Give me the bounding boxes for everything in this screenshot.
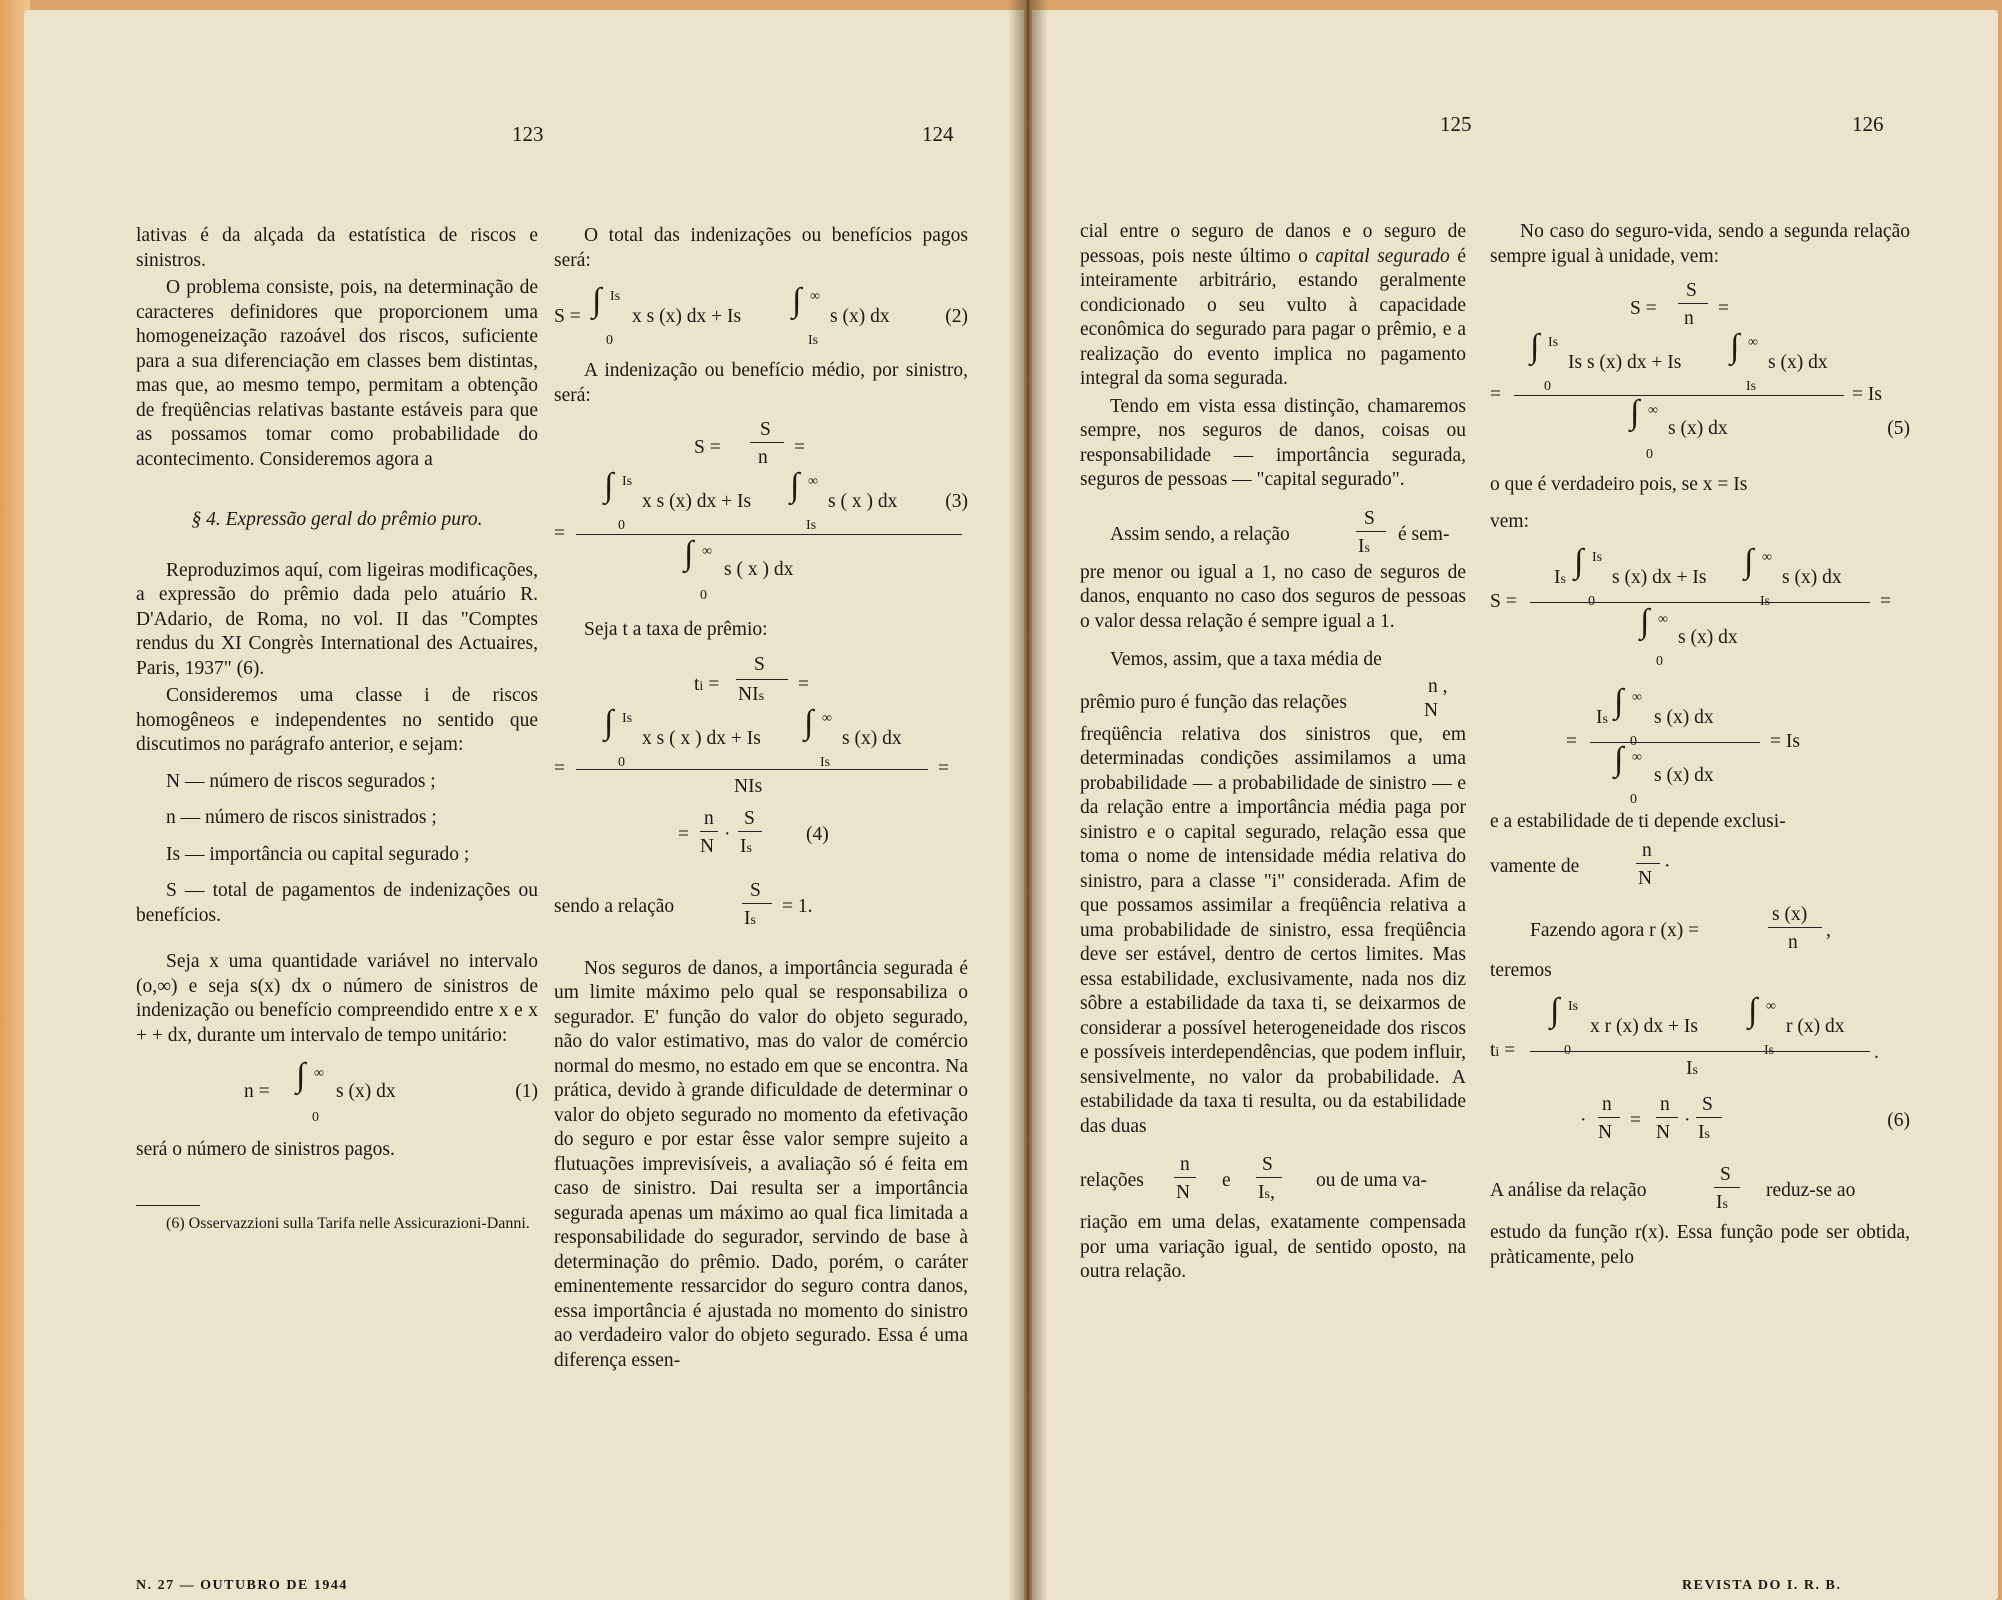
fraction-bar [1256,1177,1282,1178]
equation-1 [136,1058,538,1128]
eq-den: s ( x ) dx [724,559,794,580]
fraction-bar [1598,1117,1620,1118]
integral-sign: ∫ [1614,683,1624,720]
frac-num: S [744,807,755,829]
limit-lower: 0 [700,588,707,603]
equals: = [1880,591,1891,612]
limit-lower: Is [806,518,817,533]
equals: = [1566,731,1577,752]
paragraph: No caso do seguro-vida, sendo a segunda relação sempre igual à unidade, vem: [1490,221,1910,267]
integral-sign: ∫ [604,467,614,504]
equation-number: (4) [806,823,829,845]
frac-den: N [1638,867,1653,889]
coefficient: Is [1596,707,1608,728]
equation-2 [554,283,968,349]
integral-sign: ∫ [1574,543,1584,580]
eq-body: s (x) dx [336,1081,396,1102]
equals: = [1630,1110,1641,1131]
text-run: cial entre o seguro de danos e o seguro de pessoas, pois neste último o [1080,221,1466,267]
equals: = [798,673,809,695]
fraction-bar [1174,1177,1196,1178]
frac-num: n [1180,1154,1190,1175]
eq-num-tail: s (x) dx [1768,352,1828,373]
limit-lower: 0 [312,1110,319,1125]
relation-line [1080,1153,1466,1207]
frac-num: S [1702,1094,1713,1115]
paragraph: estudo da função r(x). Essa função pode ser obtida, pràticamente, pelo [1490,1222,1910,1268]
column-124 [554,224,968,1373]
footnote: (6) Osservazzioni sulla Tarifa nelle Assicurazioni-Danni. [166,1214,530,1232]
integral-sign: ∫ [1748,992,1758,1029]
left-page [24,10,1024,1600]
equation-number: (2) [945,306,968,327]
limit-lower: 0 [1656,654,1663,669]
limit-upper: ∞ [1762,550,1772,565]
limit-lower: 0 [1544,379,1551,394]
inline-text: A análise da relação [1490,1180,1647,1201]
limit-upper: Is [622,474,633,489]
limit-upper: Is [622,710,633,726]
dot: · [1684,1110,1691,1131]
integral-sign: ∫ [296,1057,306,1094]
coefficient: Is [1554,567,1566,588]
equation-3 [554,418,968,608]
fraction-bar [1514,395,1844,396]
inline-text: Fazendo agora r (x) = [1530,919,1700,941]
eq-num: s (x) dx [1654,707,1714,728]
relation-line [1080,507,1466,557]
dot: · [1580,1110,1587,1131]
equation-stability [1490,543,1910,807]
frac-num: S [1262,1154,1273,1175]
limit-lower: Is [808,333,819,348]
dot: · [724,823,731,845]
frac-den: Is [1716,1192,1728,1213]
frac-num: S [750,879,761,901]
frac-den: NIs [738,683,765,705]
book-gutter [1008,0,1048,1600]
eq-den: s (x) dx [1654,765,1714,786]
limit-lower: 0 [1588,594,1595,609]
relation-line [1080,675,1466,723]
fraction-bar [1530,1051,1870,1052]
limit-upper: ∞ [1648,403,1658,418]
eq-num-tail: s (x) dx [1782,567,1842,588]
eq-lhs: ti = [694,673,720,695]
page-number-126: 126 [1852,112,1884,136]
limit-upper: Is [610,289,621,304]
limit-upper: ∞ [1766,999,1776,1014]
frac-num: n [704,807,714,829]
limit-upper: ∞ [810,289,820,304]
frac-den: n [758,447,768,468]
relation-line [1490,903,1910,955]
paragraph: A indenização ou benefício médio, por sinistro, será: [554,360,968,406]
fraction-bar [1768,927,1822,928]
limit-lower: Is [820,754,831,770]
eq-lhs: ti = [1490,1040,1516,1061]
frac-den: N [700,835,715,857]
integral-sign: ∫ [1630,394,1640,431]
integral-sign: ∫ [592,282,602,319]
fraction-bar [1656,1117,1678,1118]
eq-rhs: = Is [1852,384,1882,405]
relation-line [1490,841,1910,889]
fraction-bar [750,442,784,443]
frac-num: S [1364,507,1375,529]
paragraph: e a estabilidade de ti depende exclusi- [1490,811,1786,832]
fraction-bar [576,769,928,770]
fraction-bar [736,679,788,680]
fraction-bar [1530,602,1870,603]
inline-text: relações [1080,1170,1144,1191]
frac-num: S [760,419,771,440]
eq-num: s (x) dx + Is [1612,567,1707,588]
definition-item: N — número de riscos segurados ; [166,770,436,792]
frac-num: S [754,653,765,675]
equation-4 [554,653,968,869]
equation-6 [1490,993,1910,1143]
equals: = [794,437,805,458]
frac-num: n [1602,1094,1612,1115]
equals: = [938,757,949,779]
equation-number: (5) [1887,418,1910,439]
equation-number: (3) [945,491,968,512]
frac-den: n [1788,931,1798,953]
paragraph: o que é verdadeiro pois, se x = Is [1490,474,1748,495]
relation-line [1490,1163,1910,1217]
equals: = [678,823,689,845]
integral-sign: ∫ [1550,992,1560,1029]
integral-sign: ∫ [1530,328,1540,365]
page-number-124: 124 [922,122,954,146]
paragraph: Vemos, assim, que a taxa média de [1110,649,1382,670]
eq-num: Is s (x) dx + Is [1568,352,1682,373]
equation-number: (6) [1887,1110,1910,1131]
eq-lhs: S = [1630,298,1657,319]
frac-den: N [1656,1122,1671,1143]
frac-den: Is, [1258,1182,1275,1203]
limit-upper: ∞ [1632,750,1642,765]
paragraph: teremos [1490,959,1552,981]
eq-body: x s (x) dx + Is [632,306,742,327]
inline-text: prêmio puro é função das relações [1080,691,1347,713]
limit-lower: Is [1746,379,1757,394]
frac-den: Is [740,835,752,857]
limit-upper: ∞ [1748,335,1758,350]
inline-text: ou de uma va- [1316,1170,1428,1191]
definition-item: Is — importância ou capital segurado ; [166,843,470,865]
inline-text: = 1. [782,895,813,917]
limit-lower: 0 [1630,734,1637,749]
frac-den: n [1684,308,1694,329]
limit-lower: 0 [618,518,625,533]
paragraph: riação em uma delas, exatamente compensada por uma variação igual, de sentido oposto, na outra relação. [1080,1212,1466,1282]
text-run: é inteiramente arbitrário, estando geralmente condicionado o seu vulto à capacidade econômica do segurado para pagar o prêmio, e a realização do evento implica no pagamento integral da soma segurada. [1080,245,1466,389]
limit-upper: ∞ [1632,690,1642,705]
eq-lhs: S = [694,437,721,458]
frac-num: S [1686,280,1697,301]
frac-den: N [1176,1182,1191,1203]
eq-den: NIs [734,775,763,797]
equals: = [554,757,565,779]
integral-sign: ∫ [1614,741,1624,778]
fraction-bar [1696,1117,1722,1118]
right-page [1032,10,1998,1600]
fraction-bar [1678,303,1708,304]
fraction-bar [576,534,962,535]
paragraph: lativas é da alçada da estatística de riscos e sinistros. [136,225,538,271]
limit-lower: Is [1760,594,1771,609]
limit-upper: Is [1548,335,1559,350]
paragraph: Reproduzimos aquí, com ligeiras modificações, a expressão do prêmio dada pelo atuário R. D'Adario, de Roma, no vol. II das "Comptes rendus du XI Congrès International des Actuaires, Paris, 1937" (6). [136,559,538,679]
limit-lower: 0 [1646,447,1653,462]
eq-lhs: S = [554,306,581,327]
period: . [1874,1042,1879,1063]
eq-lhs: S = [1490,591,1517,612]
equals: = [1490,384,1501,405]
inline-text: vamente de [1490,855,1580,877]
frac-num: s (x) [1772,903,1808,925]
inline-text: é sem- [1398,523,1450,545]
frac-den: Is [1698,1122,1710,1143]
paragraph: será o número de sinistros pagos. [136,1139,395,1160]
eq-num: x s (x) dx + Is [642,491,752,512]
eq-num-tail: s ( x ) dx [828,491,898,512]
fraction-bar [742,903,772,904]
inline-text: Assim sendo, a relação [1110,523,1290,545]
frac-num: S [1720,1164,1731,1185]
dot: · [1664,855,1671,877]
paragraph: O total das indenizações ou benefícios pagos será: [554,225,968,271]
limit-lower: 0 [1564,1043,1571,1058]
integral-sign: ∫ [804,703,814,741]
page-number-123: 123 [512,122,544,146]
fraction-bar [700,831,718,832]
integral-sign: ∫ [604,703,614,741]
limit-upper: ∞ [702,544,712,559]
limit-upper: ∞ [314,1066,324,1081]
eq-den: s (x) dx [1668,418,1728,439]
paragraph: Tendo em vista essa distinção, chamaremos sempre, nos seguros de danos, coisas ou responsabilidade — importância segurada, seguros de pessoas — "capital segurado". [1080,395,1466,490]
paragraph: Nos seguros de danos, a importância segurada é um limite máximo pelo qual se responsabiliza o segurador. E' função do valor do objeto segurado, não do valor estimativo, mas do valor de comércio normal do mesmo, no estado em que se encontra. Na prática, devido à grande dificuldade de determinar o valor do objeto segurado no momento da efetivação do seguro e por estar êsse valor sempre sujeito a flutuações imprevisíveis, a avaliação só é feita em caso de sinistro. Dai resulta ser a importância segurada apenas um máximo ao qual fica limitada a responsabilidade do segurador, servindo de base à determinação do prêmio. Dado, porém, o caráter eminentemente ressarcidor do seguro contra danos, essa importância é ajustada no momento do sinistro ao verdadeiro valor do objeto segurado. Essa é uma diferença essen- [554,957,968,1371]
comma: , [1826,919,1831,941]
paragraph: pre menor ou igual a 1, no caso de seguros de danos, enquanto no caso dos seguros de pessoas o valor dessa relação é sempre igual a 1. [1080,561,1466,632]
inline-text: e [1222,1170,1231,1191]
fraction-bar [1714,1187,1740,1188]
column-125 [1080,220,1466,1285]
paragraph: Seja t a taxa de prêmio: [584,619,768,640]
eq-num-tail: r (x) dx [1786,1016,1845,1037]
paragraph [1080,220,1466,392]
limit-upper: ∞ [1658,612,1668,627]
italic-text: capital segurado [1315,245,1450,267]
limit-upper: Is [1568,999,1579,1014]
integral-sign: ∫ [684,535,694,572]
paragraph: O problema consiste, pois, na determinação de caracteres definidores que proporcionem uma homogeneização razoável dos riscos, suficiente para a sua diferenciação em classes bem distintas, mas que, ao mesmo tempo, permitam a obtenção de freqüências relativas bastante estáveis para que as possamos tomar como probabilidade do acontecimento. Consideremos agora a [136,277,538,470]
definition-item: S — total de pagamentos de indenizações ou benefícios. [136,880,538,926]
section-heading: § 4. Expressão geral do prêmio puro. [191,509,483,530]
fraction-bar [738,831,762,832]
integral-sign: ∫ [1730,328,1740,365]
definition-item: n — número de riscos sinistrados ; [166,807,437,828]
eq-den: s (x) dx [1678,627,1738,648]
equals: = [554,523,565,544]
frac-den: N [1424,699,1439,721]
paragraph: vem: [1490,510,1529,532]
footnote-rule [136,1205,200,1206]
equals: = [1718,298,1729,319]
integral-sign: ∫ [792,282,802,319]
eq-lhs: n = [244,1081,270,1102]
integral-sign: ∫ [790,467,800,504]
frac-num: n [1660,1094,1670,1115]
paragraph: Seja x uma quantidade variável no intervalo (o,∞) e seja s(x) dx o número de sinistros de indenização ou benefício compreendido entre x e x + + dx, durante um intervalo de tempo unitário: [136,951,538,1046]
paragraph: freqüência relativa dos sinistros que, em determinadas condições assimilamos a uma probabilidade — a probabilidade de sinistro — e da relação entre a importância média paga por sinistro e o capital segurado, relação essa que toma o nome de intensidade média relativa do sinistro, para a classe "i" considerada. Afim de que possamos assimilar a freqüência relativa a uma probabilidade de sinistro, essa freqüência deve ser estável, dentro de certos limites. Mas essa estabilidade, exclusivamente, nada nos diz sôbre a estabilidade da taxa ti, se deixarmos de considerar a possível heterogeneidade dos riscos e possíveis interdependências, que podem influir, sensivelmente, no valor da probabilidade. A estabilidade da taxa ti resulta, ou da estabilidade das duas [1080,723,1466,1137]
equation-5 [1490,279,1910,462]
limit-lower: Is [1764,1043,1775,1058]
footer-issue: N. 27 — OUTUBRO DE 1944 [136,1578,348,1593]
limit-lower: 0 [618,754,625,770]
limit-lower: 0 [1630,792,1637,807]
limit-upper: Is [1592,550,1603,565]
inline-text: sendo a relação [554,895,675,917]
eq-num: x r (x) dx + Is [1590,1016,1698,1037]
frac-den: N [1598,1122,1613,1143]
eq-num-tail: s (x) dx [842,727,902,749]
limit-upper: ∞ [808,474,818,489]
fraction-bar [1636,863,1660,864]
frac-den: Is [744,907,756,929]
frac-den: Is [1358,535,1370,557]
fraction-bar [1356,531,1386,532]
paragraph: Consideremos uma classe i de riscos homogêneos e independentes no sentido que discutimos no parágrafo anterior, e sejam: [136,685,538,755]
limit-upper: ∞ [822,710,832,726]
column-126 [1490,220,1910,1270]
equation-number: (1) [515,1081,538,1102]
inline-text: reduz-se ao [1766,1180,1856,1201]
eq-tail: s (x) dx [830,306,890,327]
eq-den: Is [1686,1058,1698,1079]
page-number-125: 125 [1440,112,1472,136]
footer-journal: REVISTA DO I. R. B. [1682,1578,1842,1593]
limit-lower: 0 [606,333,613,348]
eq-num: x s ( x ) dx + Is [642,727,761,749]
column-123 [136,224,538,1234]
integral-sign: ∫ [1640,603,1650,640]
frac-num: n [1642,839,1652,861]
integral-sign: ∫ [1744,543,1754,580]
frac-num: n , [1428,675,1448,697]
relation-line [554,879,968,931]
eq-rhs: = Is [1770,731,1800,752]
